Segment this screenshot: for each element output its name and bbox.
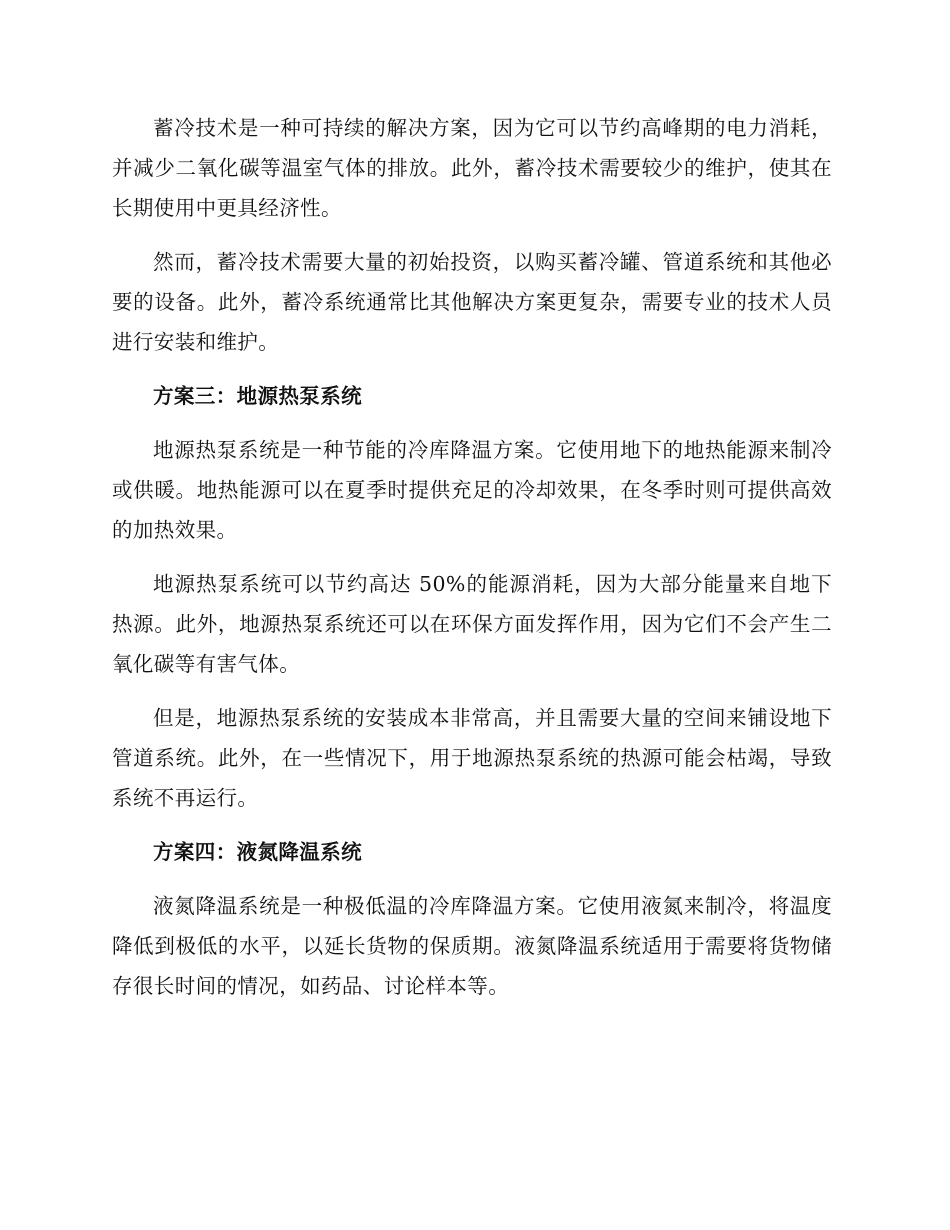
paragraph-cold-storage-benefits: 蓄冷技术是一种可持续的解决方案，因为它可以节约高峰期的电力消耗，并减少二氧化碳等温室气体的排放。此外，蓄冷技术需要较少的维护，使其在长期使用中更具经济性。 [112,116,832,220]
document-page [112,108,832,1020]
paragraph-cold-storage-drawbacks: 然而，蓄冷技术需要大量的初始投资，以购买蓄冷罐、管道系统和其他必要的设备。此外，蓄冷系统通常比其他解决方案更复杂，需要专业的技术人员进行安装和维护。 [112,250,832,354]
paragraph-liquid-nitrogen-intro: 液氮降温系统是一种极低温的冷库降温方案。它使用液氮来制冷，将温度降低到极低的水平，以延长货物的保质期。液氮降温系统适用于需要将货物储存很长时间的情况，如药品、讨论样本等。 [112,894,832,998]
paragraph-heat-pump-intro: 地源热泵系统是一种节能的冷库降温方案。它使用地下的地热能源来制冷或供暖。地热能源可以在夏季时提供充足的冷却效果，在冬季时则可提供高效的加热效果。 [112,438,832,542]
section-heading-liquid-nitrogen: 方案四：液氮降温系统 [153,840,362,864]
paragraph-heat-pump-drawbacks: 但是，地源热泵系统的安装成本非常高，并且需要大量的空间来铺设地下管道系统。此外，在一些情况下，用于地源热泵系统的热源可能会枯竭，导致系统不再运行。 [112,706,832,810]
paragraph-heat-pump-benefits: 地源热泵系统可以节约高达 50%的能源消耗，因为大部分能量来自地下热源。此外，地源热泵系统还可以在环保方面发挥作用，因为它们不会产生二氧化碳等有害气体。 [112,572,832,676]
section-heading-ground-source-heat-pump: 方案三：地源热泵系统 [153,384,362,408]
